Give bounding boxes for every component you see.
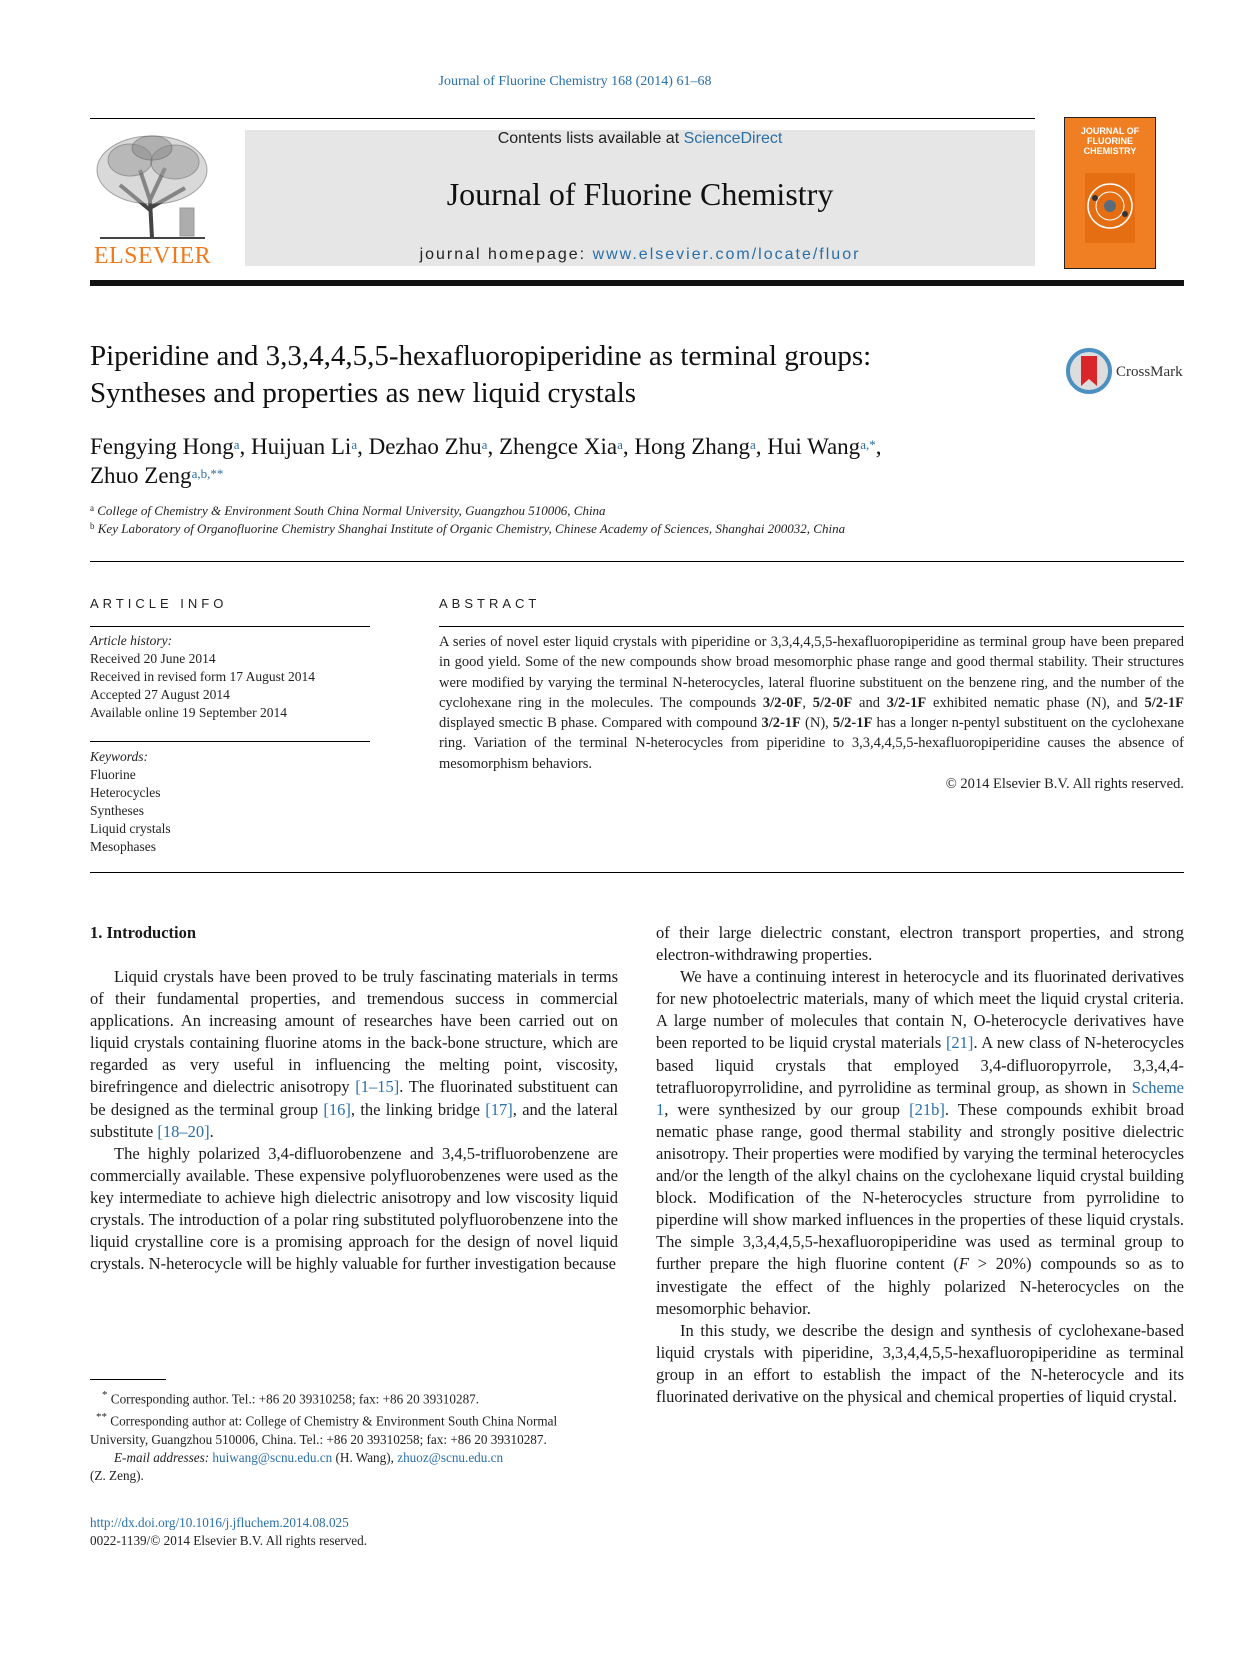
contents-line bbox=[245, 130, 1035, 148]
journal-banner bbox=[245, 130, 1035, 266]
keywords-rule bbox=[90, 741, 370, 742]
affiliation-text: Key Laboratory of Organofluorine Chemistry Shanghai Institute of Organic Chemistry, Chinese Academy of Sciences, Shanghai 200032, China bbox=[97, 521, 846, 536]
keywords-label: Keywords: bbox=[90, 749, 148, 764]
email-owner: (Z. Zeng). bbox=[90, 1467, 144, 1483]
affiliation-mark: b bbox=[90, 521, 95, 531]
author-name: Hong Zhang bbox=[634, 434, 750, 459]
author-list bbox=[90, 432, 1090, 490]
abstract-rule bbox=[439, 626, 1184, 627]
elsevier-logo bbox=[90, 130, 215, 270]
elsevier-tree-icon bbox=[90, 130, 215, 240]
history-label: Article history: bbox=[90, 633, 173, 648]
citation-link[interactable]: [18–20] bbox=[157, 1121, 210, 1141]
footnote: * Corresponding author. Tel.: +86 20 39310258; fax: +86 20 39310287. bbox=[102, 1389, 480, 1407]
journal-cover[interactable] bbox=[1064, 117, 1156, 269]
article-title bbox=[90, 338, 1020, 412]
divider bbox=[90, 872, 1184, 873]
keyword: Liquid crystals bbox=[90, 821, 171, 836]
author-affiliation-mark[interactable]: a,b,** bbox=[191, 466, 224, 481]
homepage-link[interactable]: www.elsevier.com/locate/fluor bbox=[592, 246, 861, 263]
affiliation-b bbox=[90, 521, 845, 537]
body-left-column bbox=[90, 966, 618, 1275]
article-history bbox=[90, 632, 370, 722]
author-affiliation-mark[interactable]: a,* bbox=[860, 437, 876, 452]
abstract-heading: ABSTRACT bbox=[439, 596, 541, 611]
atom-icon bbox=[1065, 118, 1155, 268]
paragraph: In this study, we describe the design and synthesis of cyclohexane-based liquid crystals with piperidine, 3,3,4,4,5,5-hexafluoropiperidine as terminal group in an effort to establish the impact of the N-heterocycle and its fluorinated derivative on the physical and chemical properties of liquid crystal. bbox=[656, 1320, 1184, 1406]
body-right-column bbox=[656, 922, 1184, 1408]
publisher-name: ELSEVIER bbox=[93, 243, 212, 269]
homepage-line bbox=[245, 246, 1035, 264]
scheme-link[interactable]: Scheme 1 bbox=[656, 1077, 1184, 1119]
paragraph: of their large dielectric constant, electron transport properties, and strong electron-withdrawing properties. bbox=[656, 923, 1184, 965]
email-link[interactable]: zhuoz@scnu.edu.cn bbox=[397, 1449, 504, 1465]
keyword: Syntheses bbox=[90, 803, 144, 818]
author-separator: , bbox=[357, 434, 369, 459]
paragraph: The highly polarized 3,4-difluorobenzene and 3,4,5-trifluorobenzene are commercially available. These expensive polyfluorobenzenes were used as the key intermediate to achieve high dielectric anisotropy and low viscosity liquid crystals. The introduction of a polar ring substituted polyfluorobenzene into the liquid crystalline core is a promising approach for the design of novel liquid crystals. N-heterocycle will be highly valuable for further investigation because bbox=[90, 1143, 618, 1274]
paragraph: Liquid crystals have been proved to be truly fascinating materials in terms of their fundamental properties, and tremendous success in commercial applications. An increasing amount of researches have been carried out on liquid crystals containing fluorine atoms in the back-bone structure, which are regarded as very useful in influencing the melting point, viscosity, birefringence and dielectric anisotropy [1–15]. The fluorinated substituent can be designed as the terminal group [16], the linking bridge [17], and the lateral substitute [18–20]. bbox=[90, 967, 618, 1141]
homepage-prefix: journal homepage: bbox=[419, 246, 593, 263]
abstract-copyright: © 2014 Elsevier B.V. All rights reserved. bbox=[945, 776, 1184, 793]
citation-link[interactable]: [1–15] bbox=[355, 1077, 400, 1097]
journal-title: Journal of Fluorine Chemistry bbox=[446, 176, 834, 212]
crossmark-label: CrossMark bbox=[1116, 364, 1183, 380]
affiliation-mark: a bbox=[90, 503, 94, 513]
title-line-1: Piperidine and 3,3,4,4,5,5-hexafluoropiperidine as terminal groups: bbox=[90, 340, 872, 372]
cover-title: JOURNAL OF FLUORINE CHEMISTRY bbox=[1080, 126, 1140, 156]
author-name: Zhuo Zeng bbox=[90, 463, 192, 488]
sciencedirect-link[interactable]: ScienceDirect bbox=[683, 130, 783, 147]
citation-link[interactable]: [21b] bbox=[909, 1099, 945, 1119]
title-line-2: Syntheses and properties as new liquid crystals bbox=[90, 377, 637, 409]
header-rule bbox=[90, 118, 1035, 119]
footnote: ** Corresponding author at: College of Chemistry & Environment South China Normal University, Guangzhou 510006, China. Tel.: +86 20 39310258; fax: +86 20 39310287. bbox=[90, 1411, 558, 1447]
history-item: Received 20 June 2014 bbox=[90, 651, 216, 666]
footnote-rule bbox=[90, 1379, 166, 1380]
issn-line: 0022-1139/© 2014 Elsevier B.V. All rights reserved. bbox=[90, 1533, 368, 1548]
author-separator: , bbox=[622, 434, 635, 459]
author-affiliation-mark[interactable]: a bbox=[617, 437, 623, 452]
section-heading: 1. Introduction bbox=[90, 923, 197, 942]
history-item: Available online 19 September 2014 bbox=[90, 705, 287, 720]
email-footnote: E-mail addresses: huiwang@scnu.edu.cn (H. Wang), zhuoz@scnu.edu.cn bbox=[114, 1449, 504, 1465]
keywords bbox=[90, 748, 370, 856]
divider bbox=[90, 561, 1184, 562]
author-name: Zhengce Xia bbox=[498, 434, 618, 459]
header-thick-rule bbox=[90, 280, 1184, 286]
keyword: Heterocycles bbox=[90, 785, 161, 800]
abstract-text: A series of novel ester liquid crystals with piperidine or 3,3,4,4,5,5-hexafluoropiperidine as terminal group have been prepared in good yield. Some of the new compounds show broad mesomorphic phase range and good thermal stability. Their structures were modified by varying the terminal N-heterocycles, lateral fluorine substituent on the benzene ring, and the number of the cyclohexane ring in the molecules. The compounds 3/2-0F, 5/2-0F and 3/2-1F exhibited nematic phase (N), and 5/2-1F displayed smectic B phase. Compared with compound 3/2-1F (N), 5/2-1F has a longer n-pentyl substituent on the cyclohexane ring. Variation of the terminal N-heterocycles from piperidine to 3,3,4,4,5,5-hexafluoropiperidine causes the absence of mesomorphism behaviors. © 2014 Elsevier B.V. All rights reserved. bbox=[439, 632, 1184, 794]
keyword: Fluorine bbox=[90, 767, 136, 782]
citation-link[interactable]: [16] bbox=[323, 1099, 351, 1119]
email-link[interactable]: huiwang@scnu.edu.cn bbox=[212, 1449, 333, 1465]
author-name: Huijuan Li bbox=[251, 434, 352, 459]
author-name: Dezhao Zhu bbox=[368, 434, 482, 459]
history-item: Accepted 27 August 2014 bbox=[90, 687, 230, 702]
affiliation-a bbox=[90, 503, 606, 519]
keyword: Mesophases bbox=[90, 839, 156, 854]
author-separator: , bbox=[239, 434, 252, 459]
footnotes bbox=[90, 1386, 618, 1485]
doi-link[interactable]: http://dx.doi.org/10.1016/j.jfluchem.2014.08.025 bbox=[90, 1515, 349, 1530]
affiliation-text: College of Chemistry & Environment South China Normal University, Guangzhou 510006, China bbox=[97, 503, 606, 518]
crossmark-icon bbox=[1066, 348, 1112, 394]
author-affiliation-mark[interactable]: a bbox=[481, 437, 488, 452]
author-separator: , bbox=[875, 434, 882, 459]
author-affiliation-mark[interactable]: a bbox=[351, 437, 358, 452]
author-separator: , bbox=[755, 434, 768, 459]
crossmark-badge[interactable] bbox=[1066, 348, 1186, 394]
paragraph: We have a continuing interest in heterocycle and its fluorinated derivatives for new photoelectric materials, many of which meet the liquid crystal criteria. A large number of molecules that contain N, O-heterocycle derivatives have been reported to be liquid crystal materials [21]. A new class of N-heterocycles based liquid crystals that employed 3,4-difluoropyrrole, 3,3,4,4-tetrafluoropyrrolidine, and pyrrolidine as terminal group, as shown in Scheme 1, were synthesized by our group [21b]. These compounds exhibit broad nematic phase range, good thermal stability and strongly positive dielectric anisotropy. Their properties were modified by varying the terminal heterocycles and/or the length of the alkyl chains on the cyclohexane liquid crystal building block. Modification of the N-heterocycles structure from pyrrolidine to piperdine will show marked influences in the properties of these liquid crystals. The simple 3,3,4,4,5,5-hexafluoropiperidine was used as terminal group to further prepare the high fluorine content (F > 20%) compounds so as to investigate the effect of the highly polarized N-heterocycles on the mesomorphic behavior. bbox=[656, 967, 1185, 1318]
author-affiliation-mark[interactable]: a bbox=[749, 437, 756, 452]
author-affiliation-mark[interactable]: a bbox=[233, 437, 240, 452]
contents-prefix: Contents lists available at bbox=[497, 130, 684, 147]
article-info-rule bbox=[90, 626, 370, 627]
citation-link[interactable]: [17] bbox=[485, 1099, 513, 1119]
author-separator: , bbox=[487, 434, 499, 459]
author-name: Fengying Hong bbox=[90, 434, 234, 459]
history-item: Received in revised form 17 August 2014 bbox=[90, 669, 315, 684]
author-name: Hui Wang bbox=[767, 434, 861, 459]
citation-link[interactable]: [21] bbox=[945, 1033, 974, 1053]
doi-block bbox=[90, 1514, 367, 1550]
article-info-heading: ARTICLE INFO bbox=[90, 596, 228, 611]
journal-reference[interactable]: Journal of Fluorine Chemistry 168 (2014) 61–68 bbox=[438, 74, 712, 89]
